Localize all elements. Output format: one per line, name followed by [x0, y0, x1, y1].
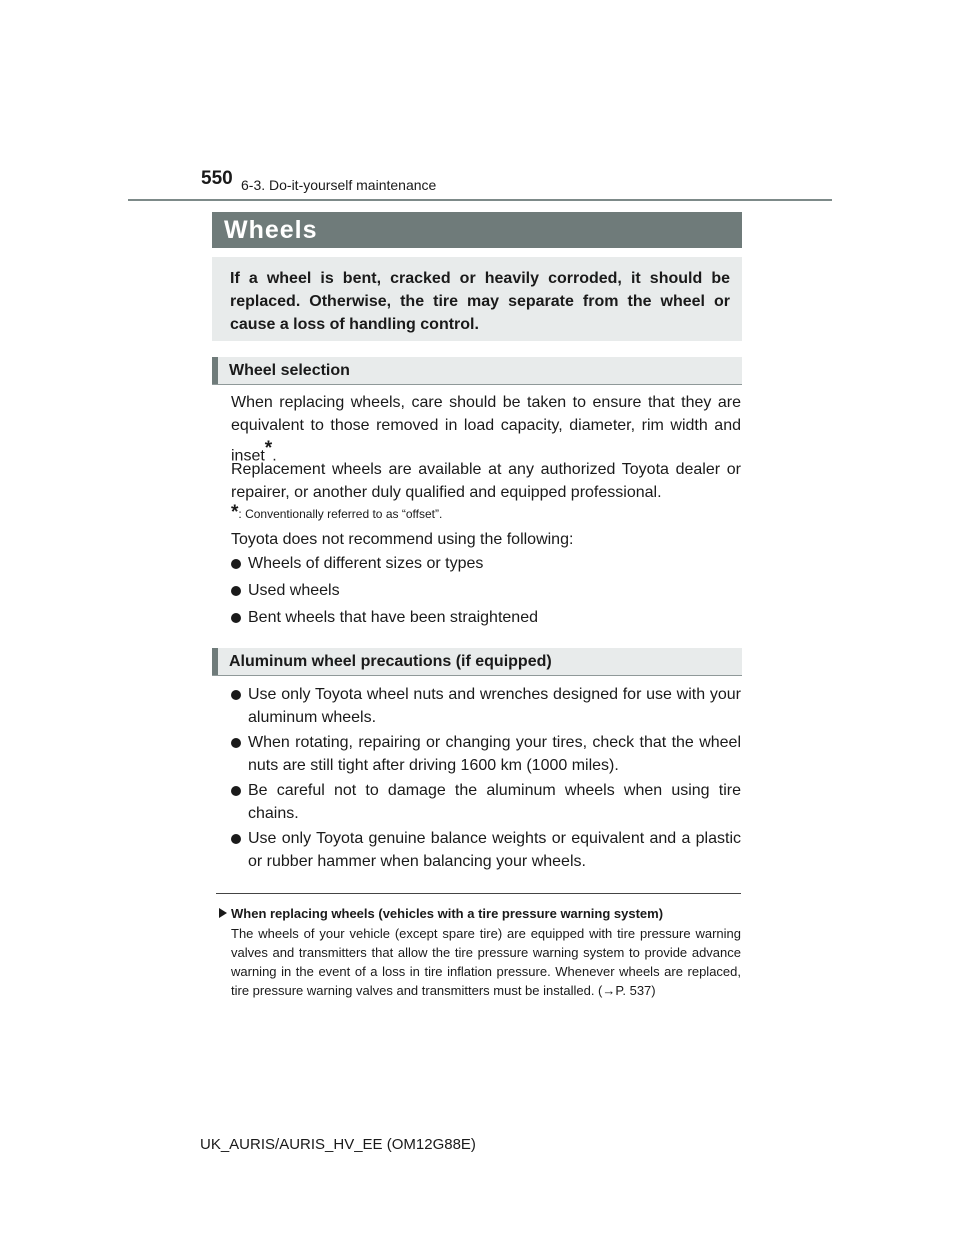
- triangle-icon: [219, 908, 227, 918]
- note-divider: [216, 893, 741, 894]
- list-item: [231, 552, 741, 575]
- wheel-selection-paragraph-2: Replacement wheels are available at any authorized Toyota dealer or repairer, or another duly qualified and equipped professional.: [231, 461, 741, 501]
- list-item-text: Wheels of different sizes or types: [248, 555, 484, 572]
- list-item: [231, 579, 741, 602]
- list-item-text: Bent wheels that have been straightened: [248, 609, 538, 626]
- note-title: [219, 906, 663, 921]
- intro-box: If a wheel is bent, cracked or heavily corroded, it should be replaced. Otherwise, the tire may separate from the wheel or cause a loss of handling control.: [212, 257, 742, 341]
- wheel-selection-paragraph-1: [231, 391, 741, 467]
- bullet-icon: [231, 738, 241, 748]
- list-item-text: Be careful not to damage the aluminum wheels when using tire chains.: [248, 782, 741, 822]
- header-rule: [128, 199, 832, 201]
- footnote-marker: *: [264, 438, 273, 459]
- bullet-icon: [231, 690, 241, 700]
- aluminum-heading: Aluminum wheel precautions (if equipped): [212, 648, 742, 676]
- footnote-star: *: [231, 502, 239, 523]
- list-item: [231, 683, 741, 729]
- paragraph-1-text: When replacing wheels, care should be taken to ensure that they are equivalent to those removed in load capacity, diameter, rim width and inset: [231, 394, 741, 465]
- list-item: [231, 827, 741, 873]
- bullet-icon: [231, 786, 241, 796]
- list-item: [231, 606, 741, 629]
- page-number: 550: [201, 168, 233, 189]
- list-item-text: When rotating, repairing or changing your tires, check that the wheel nuts are still tight after driving 1600 km (1000 miles).: [248, 734, 741, 774]
- note-text: The wheels of your vehicle (except spare tire) are equipped with tire pressure warning valves and transmitters that allow the tire pressure warning system to provide advance warning in the event of a loss in tire inflation pressure. Whenever wheels are replaced, tire pressure warning valves and transmitters must be installed. (→P. 537): [231, 926, 741, 998]
- wheel-selection-heading: Wheel selection: [212, 357, 742, 385]
- footnote-text: : Conventionally referred to as “offset”.: [238, 507, 443, 521]
- note-title-text: When replacing wheels (vehicles with a tire pressure warning system): [231, 906, 664, 921]
- section-label: 6-3. Do-it-yourself maintenance: [241, 177, 437, 193]
- list-item-text: Used wheels: [248, 582, 340, 599]
- footnote: [231, 502, 442, 524]
- list-intro: Toyota does not recommend using the following:: [231, 531, 574, 548]
- bullet-icon: [231, 586, 241, 596]
- footer-code: UK_AURIS/AURIS_HV_EE (OM12G88E): [200, 1136, 476, 1153]
- list-item-text: Use only Toyota wheel nuts and wrenches designed for use with your aluminum wheels.: [248, 686, 741, 726]
- bullet-icon: [231, 559, 241, 569]
- list-item-text: Use only Toyota genuine balance weights or equivalent and a plastic or rubber hammer when balancing your wheels.: [248, 830, 741, 870]
- bullet-icon: [231, 834, 241, 844]
- list-item: [231, 779, 741, 825]
- list-item: [231, 731, 741, 777]
- paragraph-1-period: .: [272, 447, 277, 465]
- bullet-icon: [231, 613, 241, 623]
- page-title: Wheels: [212, 212, 742, 248]
